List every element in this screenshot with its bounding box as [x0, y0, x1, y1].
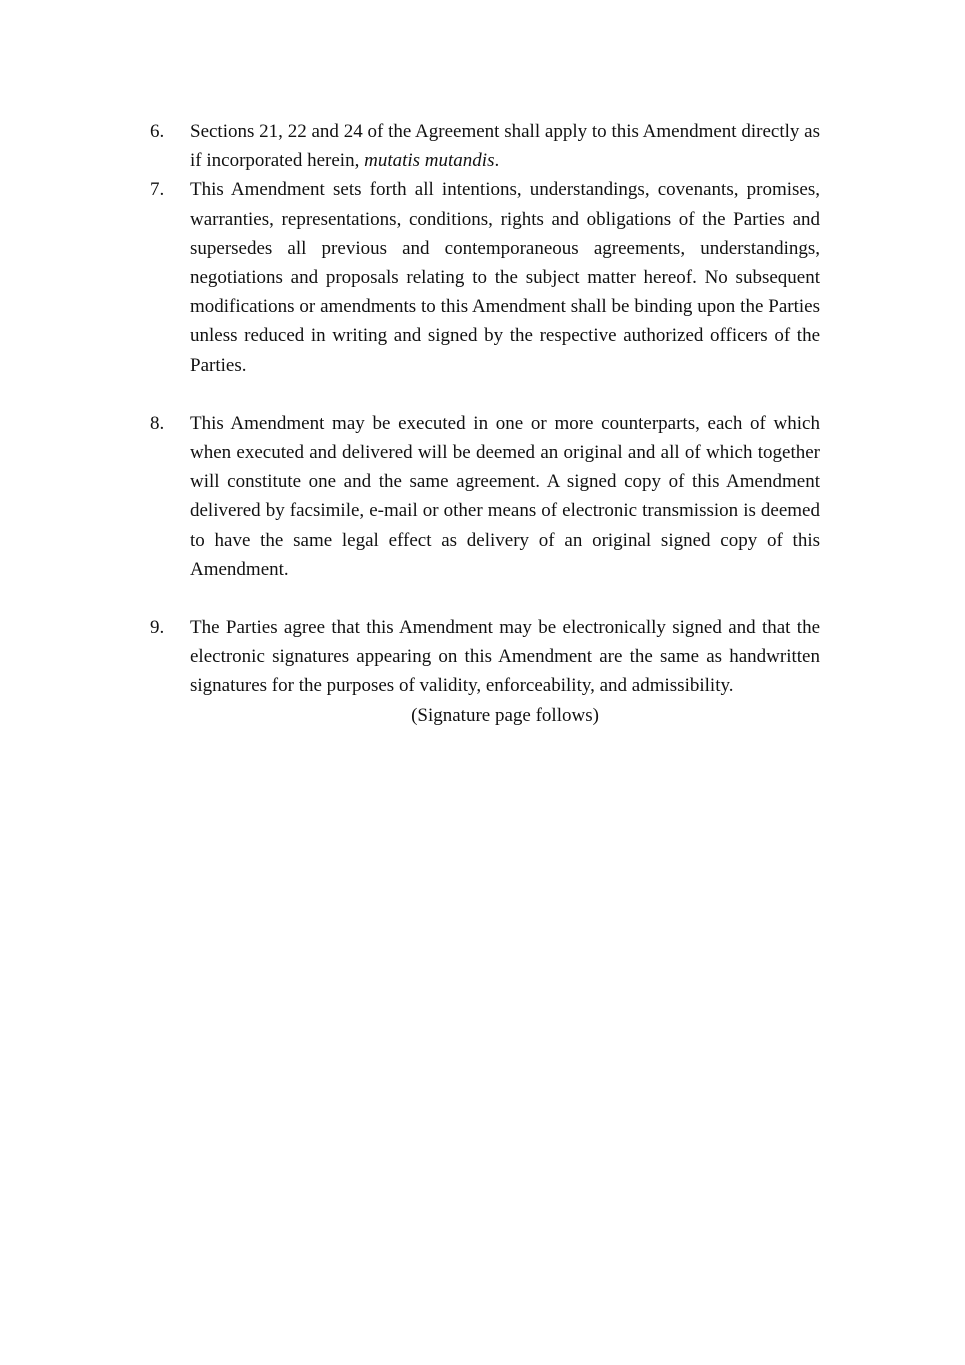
- clause-number: 6.: [150, 121, 165, 142]
- clause-text: The Parties agree that this Amendment may be electronically signed and that the electronic signatures appearing on this Amendment are the same as handwritten signatures for the purposes of validity, enforceability, and admissibility.: [190, 617, 820, 697]
- clause-text: This Amendment sets forth all intentions, understandings, covenants, promises, warranties, representations, conditions, rights and obligations of the Parties and supersedes all previous and contemporaneous agreements, understandings, negotiations and proposals relating to the subject matter hereof. No subsequent modifications or amendments to this Amendment shall be binding upon the Parties unless reduced in writing and signed by the respective authorized officers of the Parties.: [190, 179, 820, 376]
- clause-number: 8.: [150, 412, 165, 434]
- clause-6: [150, 117, 820, 175]
- clause-text-main: Sections 21, 22 and 24 of the Agreement shall apply to this Amendment directly as if incorporated herein,: [190, 121, 820, 172]
- clause-number: 9.: [150, 617, 165, 639]
- paragraph-spacer: [150, 380, 820, 409]
- clause-7: [150, 175, 820, 379]
- clause-text: This Amendment may be executed in one or more counterparts, each of which when executed and delivered will be deemed an original and all of which together will constitute one and the same agreement. A signed copy of this Amendment delivered by facsimile, e-mail or other means of electronic transmission is deemed to have the same legal effect as delivery of an original signed copy of this Amendment.: [190, 412, 820, 580]
- clause-text: [190, 117, 820, 175]
- document-body: [150, 117, 820, 730]
- clause-8: [150, 409, 820, 584]
- clause-text-end: .: [494, 150, 500, 172]
- clause-italic-text: mutatis mutandis: [364, 150, 495, 172]
- signature-page-note: (Signature page follows): [411, 704, 599, 726]
- clause-number: 7.: [150, 179, 165, 201]
- clause-9: [150, 613, 820, 701]
- paragraph-spacer: [150, 584, 820, 613]
